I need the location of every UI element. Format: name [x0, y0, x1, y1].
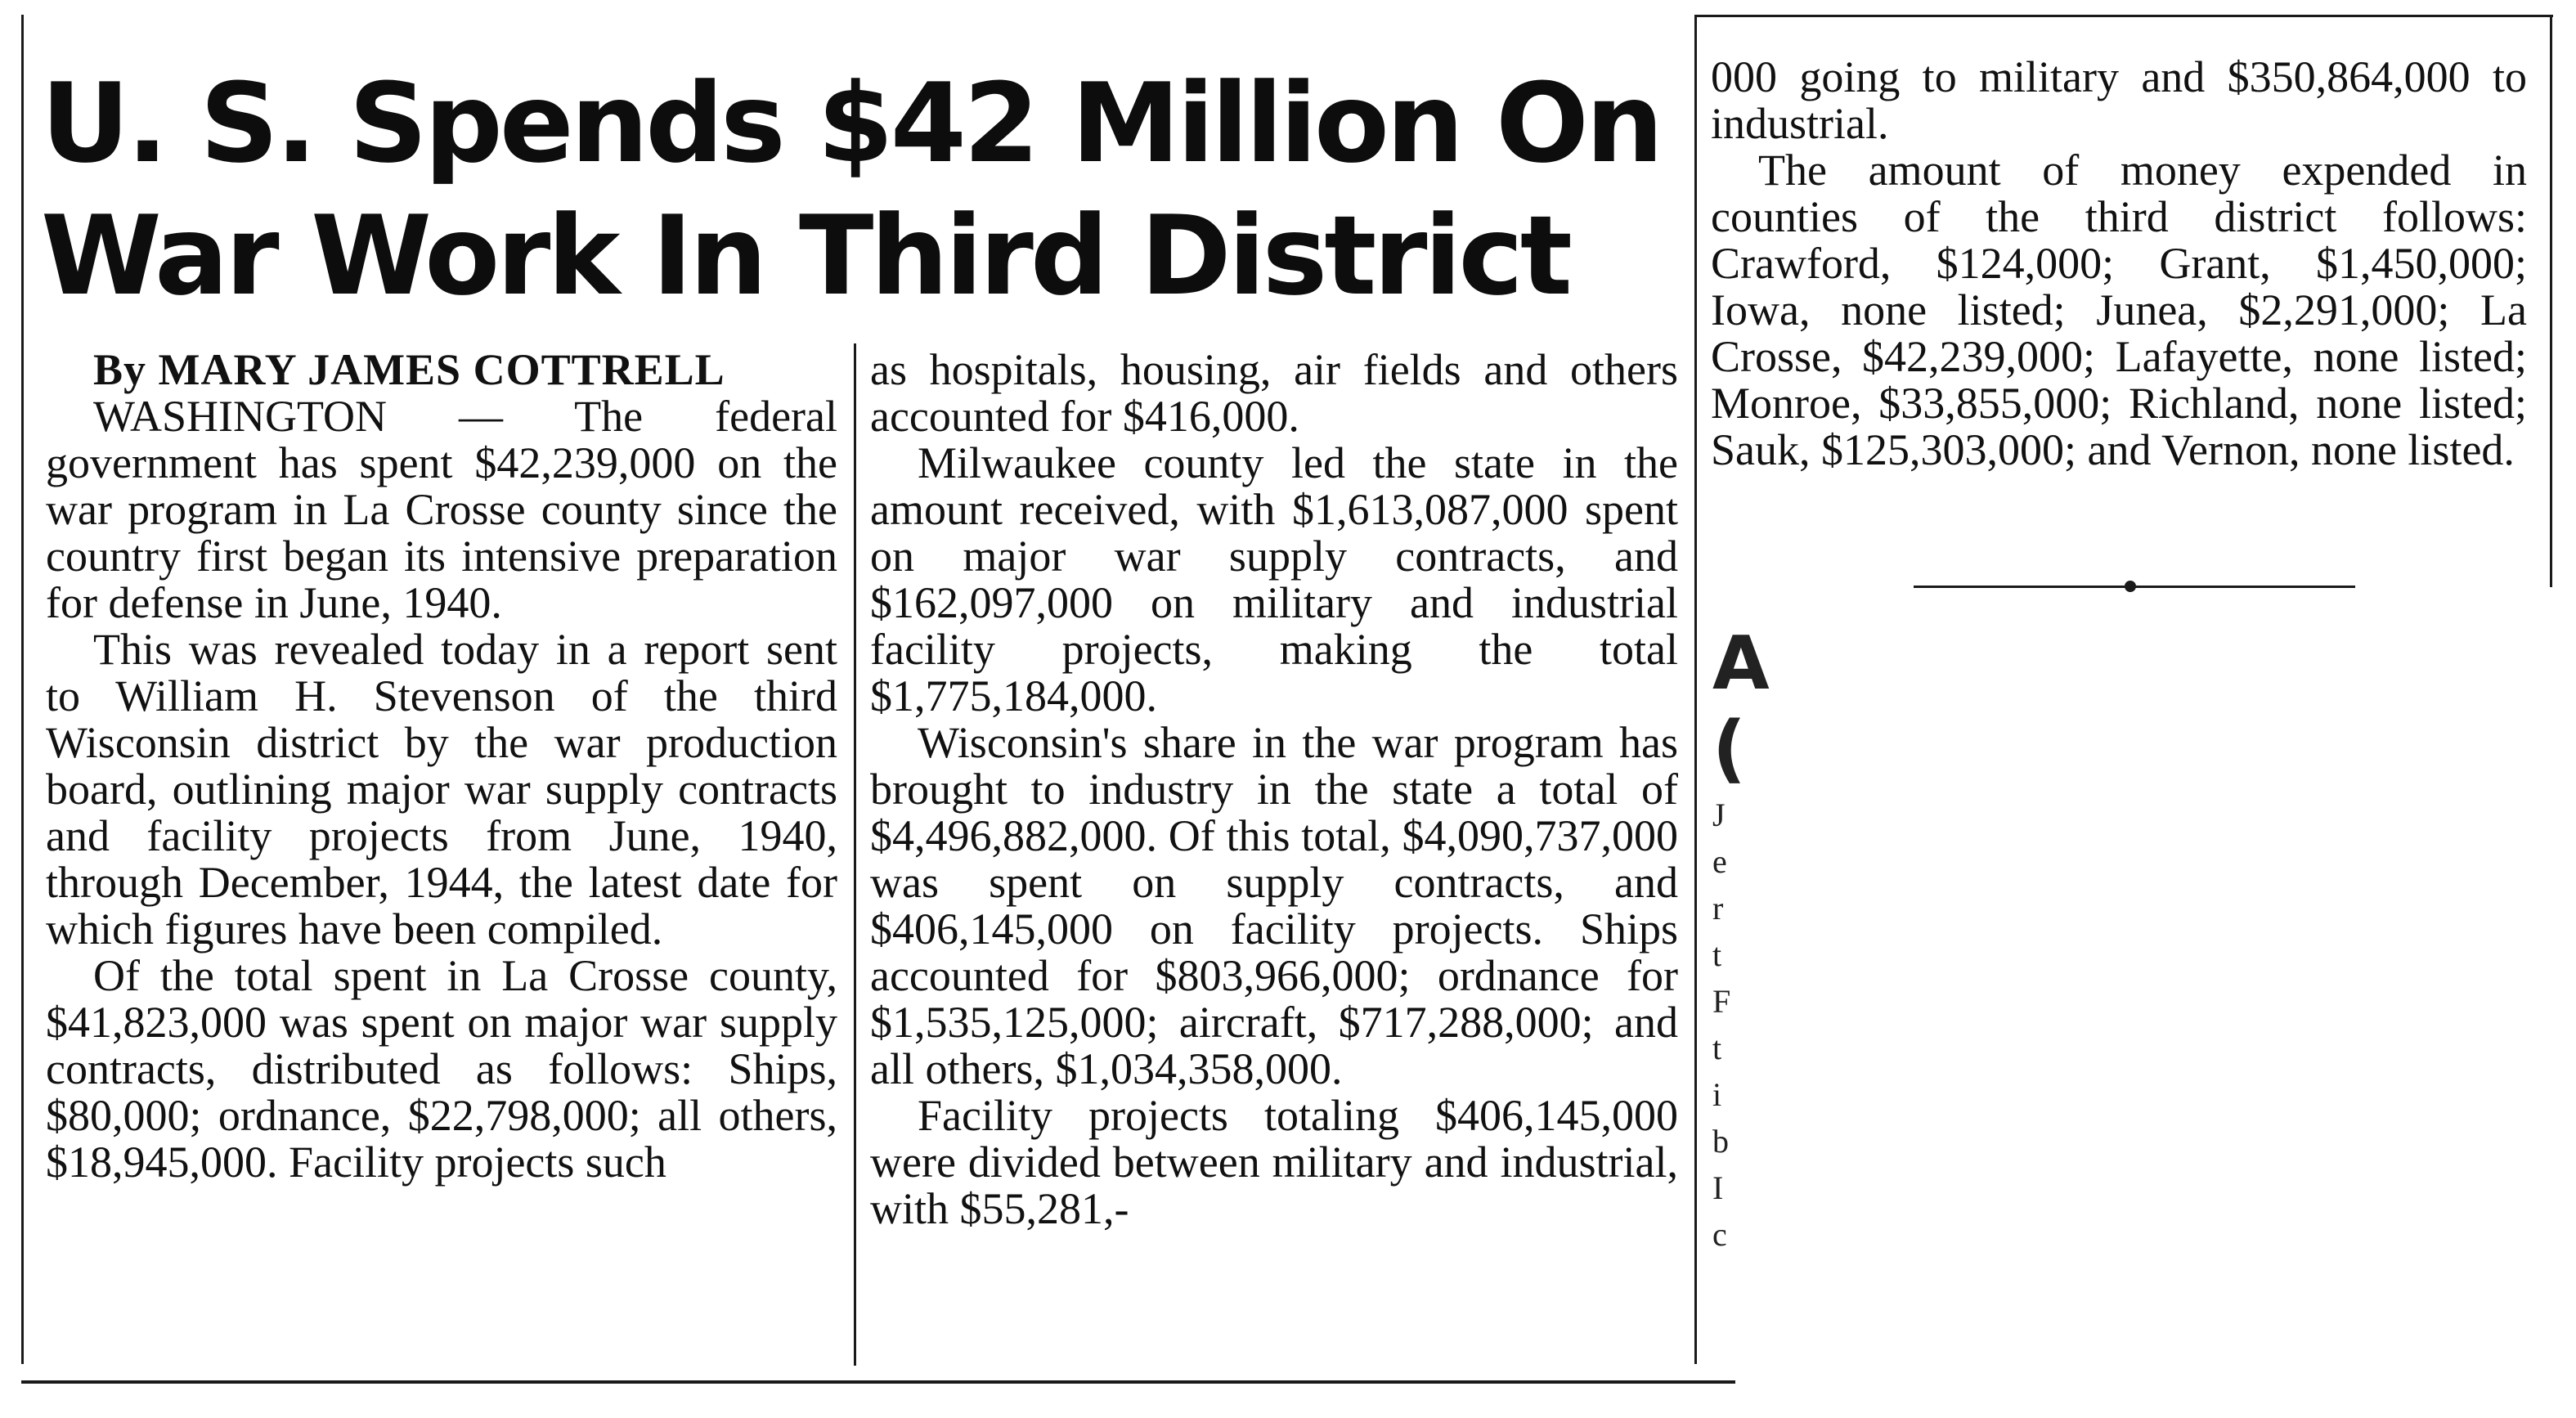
fragment-letter: t: [1712, 1030, 1722, 1066]
article-column-2: [870, 347, 1678, 1232]
bottom-rule: [21, 1380, 1735, 1384]
fragment-letter: b: [1712, 1123, 1729, 1160]
article-column-1: [46, 347, 837, 1186]
fragment-letter: r: [1712, 890, 1724, 927]
end-rule-dot: [2125, 581, 2136, 592]
headline-line-1: U. S. Spends $42 Million On: [41, 60, 1661, 187]
column-rule-bc: [1694, 15, 1697, 1364]
fragment-letter: J: [1712, 797, 1726, 833]
column-rule-ab: [854, 343, 856, 1366]
paragraph-8: 000 going to military and $350,864,000 to industrial.: [1711, 52, 2527, 148]
paragraph-5: Milwaukee county led the state in the amount received, with $1,613,087,000 spent on major war supply contracts, and $162,097,000 on military and industrial facility projects, making the total $1,775,184,000.: [870, 438, 1678, 720]
article-column-3: [1711, 54, 2527, 473]
dateline: WASHINGTON —: [93, 392, 575, 441]
paragraph-3: Of the total spent in La Crosse county, $41,823,000 was spent on major war supply contracts, distributed as follows: Ships, $80,000; ordnance, $22,798,000; all others, $18,945,000. Facility projects such: [46, 951, 837, 1187]
top-rule: [1694, 15, 2553, 17]
fragment-letter: F: [1712, 983, 1731, 1020]
headline-line-2: War Work In Third District: [41, 192, 1569, 320]
paragraph-2: This was revealed today in a report sent to William H. Stevenson of the third Wisconsin district by the war production board, outlining major war supply contracts and facility projects from June, 1940, through December, 1944, the latest date for which figures have been compiled.: [46, 625, 837, 954]
paragraph-1: [46, 393, 837, 626]
fragment-headline-a: A: [1712, 621, 1770, 707]
fragment-letter: I: [1712, 1169, 1724, 1206]
paragraph-7: Facility projects totaling $406,145,000 were divided between military and industrial, with $55,281,-: [870, 1091, 1678, 1233]
right-edge-rule: [2550, 15, 2552, 587]
adjacent-article-fragment: [1712, 621, 1770, 1258]
paragraph-9: The amount of money expended in counties of the third district follows: Crawford, $124,000; Grant, $1,450,000; Iowa, none listed; Junea, $2,291,000; La Crosse, $42,239,000; Lafayette, none listed; Monroe, $33,855,000; Richland, none listed; Sauk, $125,303,000; and Vernon, none listed.: [1711, 146, 2527, 474]
paragraph-1-text: The federal government has spent $42,239,000 on the war program in La Crosse county since the country first began its intensive preparation for defense in June, 1940.: [46, 392, 838, 627]
fragment-letter: c: [1712, 1216, 1727, 1253]
byline: By MARY JAMES COTTRELL: [93, 345, 725, 394]
fragment-letter: i: [1712, 1076, 1722, 1113]
left-edge-rule: [21, 15, 24, 1364]
paragraph-4: as hospitals, housing, air fields and others accounted for $416,000.: [870, 345, 1678, 441]
fragment-letter: t: [1712, 936, 1722, 973]
headline: [41, 57, 1676, 322]
end-of-story-rule: [1914, 584, 2355, 589]
paragraph-6: Wisconsin's share in the war program has brought to industry in the state a total of $4,496,882,000. Of this total, $4,090,737,000 was spent on supply contracts, and $406,145,000 on facility projects. Ships accounted for $803,966,000; ordnance for $1,535,125,000; aircraft, $717,288,000; and all others, $1,034,358,000.: [870, 718, 1678, 1093]
fragment-letter: e: [1712, 843, 1727, 880]
fragment-headline-b: (: [1712, 706, 1747, 792]
